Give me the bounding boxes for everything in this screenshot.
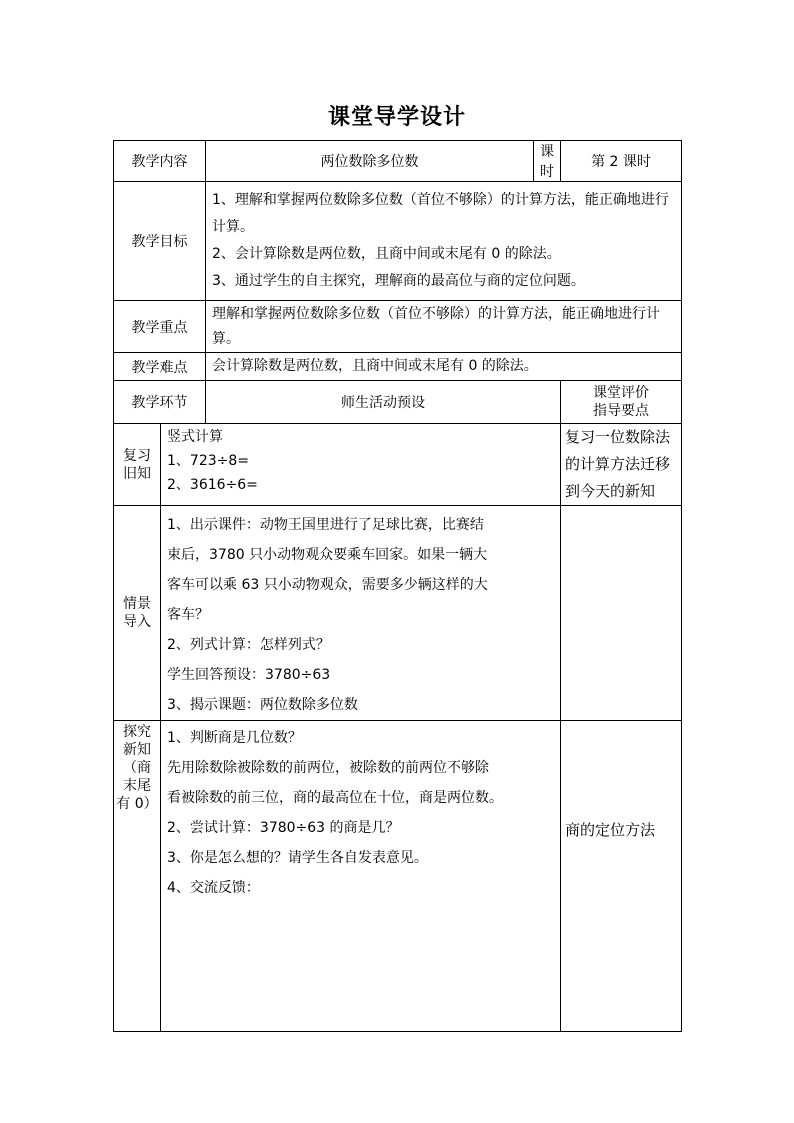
stage-label-line: 情景 xyxy=(123,596,151,612)
activity-line: 2、列式计算：怎样列式？ xyxy=(167,637,330,653)
objectives-label: 教学目标 xyxy=(114,182,206,301)
activity-line: 1、723÷8= xyxy=(167,453,249,469)
activity-header: 师生活动预设 xyxy=(206,381,561,424)
key-point-text: 理解和掌握两位数除多位数（首位不够除）的计算方法，能正确地进行计算。 xyxy=(206,301,682,353)
lesson-plan-table xyxy=(113,140,682,1032)
evaluation-header-line: 课堂评价 xyxy=(593,385,649,401)
period-label: 课时 xyxy=(534,141,561,182)
objective-item: 3、通过学生的自主探究，理解商的最高位与商的定位问题。 xyxy=(212,273,585,289)
period-value: 第 2 课时 xyxy=(561,141,682,182)
objectives-list xyxy=(206,182,682,301)
key-point-label: 教学重点 xyxy=(114,301,206,353)
content-value: 两位数除多位数 xyxy=(206,141,534,182)
stage-row-explore xyxy=(114,721,682,1032)
stage-activity xyxy=(161,721,561,1032)
activity-line: 学生回答预设：3780÷63 xyxy=(167,667,331,683)
activity-line: 4、交流反馈： xyxy=(167,880,260,896)
objective-item: 1、理解和掌握两位数除多位数（首位不够除）的计算方法，能正确地进行计算。 xyxy=(212,192,669,235)
activity-line: 1、判断商是几位数？ xyxy=(167,730,302,746)
content-label: 教学内容 xyxy=(114,141,206,182)
difficulty-label: 教学难点 xyxy=(114,353,206,381)
stage-label-line: 有 0） xyxy=(116,796,158,812)
stage-note: 复习一位数除法的计算方法迁移到今天的新知 xyxy=(561,424,682,506)
evaluation-header xyxy=(561,381,682,424)
stage-label-line: 新知 xyxy=(123,742,151,758)
stage-label-line: （商 xyxy=(123,760,151,776)
activity-line: 客车？ xyxy=(167,607,209,623)
page-title: 课堂导学设计 xyxy=(327,104,466,130)
activity-line: 2、3616÷6= xyxy=(167,477,258,493)
activity-line: 1、出示课件：动物王国里进行了足球比赛，比赛结 xyxy=(167,517,484,533)
stage-label-line: 末尾 xyxy=(123,778,151,794)
difficulty-row xyxy=(114,353,682,381)
stage-label xyxy=(114,424,161,506)
stage-label xyxy=(114,506,161,721)
activity-line: 先用除数除被除数的前两位，被除数的前两位不够除 xyxy=(167,760,489,776)
stage-label-line: 探究 xyxy=(123,724,151,740)
stage-label-line: 导入 xyxy=(123,614,151,630)
activity-line: 3、揭示课题：两位数除多位数 xyxy=(167,697,358,713)
stage-activity xyxy=(161,424,561,506)
evaluation-header-line: 指导要点 xyxy=(593,403,649,419)
stage-note xyxy=(561,506,682,721)
activity-line: 竖式计算 xyxy=(167,429,223,445)
stage-note: 商的定位方法 xyxy=(561,721,682,1032)
activity-line: 2、尝试计算：3780÷63 的商是几？ xyxy=(167,820,400,836)
difficulty-text: 会计算除数是两位数，且商中间或末尾有 0 的除法。 xyxy=(206,353,682,381)
stage-activity xyxy=(161,506,561,721)
activity-line: 束后，3780 只小动物观众要乘车回家。如果一辆大 xyxy=(167,547,488,563)
stage-row-intro xyxy=(114,506,682,721)
activity-line: 3、你是怎么想的？请学生各自发表意见。 xyxy=(167,850,428,866)
stage-label-line: 旧知 xyxy=(123,465,151,482)
stage-row-review xyxy=(114,424,682,506)
activity-line: 客车可以乘 63 只小动物观众，需要多少辆这样的大 xyxy=(167,577,488,593)
stage-label xyxy=(114,721,161,1032)
key-point-row xyxy=(114,301,682,353)
objective-item: 2、会计算除数是两位数，且商中间或末尾有 0 的除法。 xyxy=(212,246,561,262)
header-row xyxy=(114,141,682,182)
stage-header: 教学环节 xyxy=(114,381,206,424)
section-header-row xyxy=(114,381,682,424)
activity-line: 看被除数的前三位，商的最高位在十位，商是两位数。 xyxy=(167,790,503,806)
stage-label-line: 复习 xyxy=(123,447,151,464)
objectives-row xyxy=(114,182,682,301)
